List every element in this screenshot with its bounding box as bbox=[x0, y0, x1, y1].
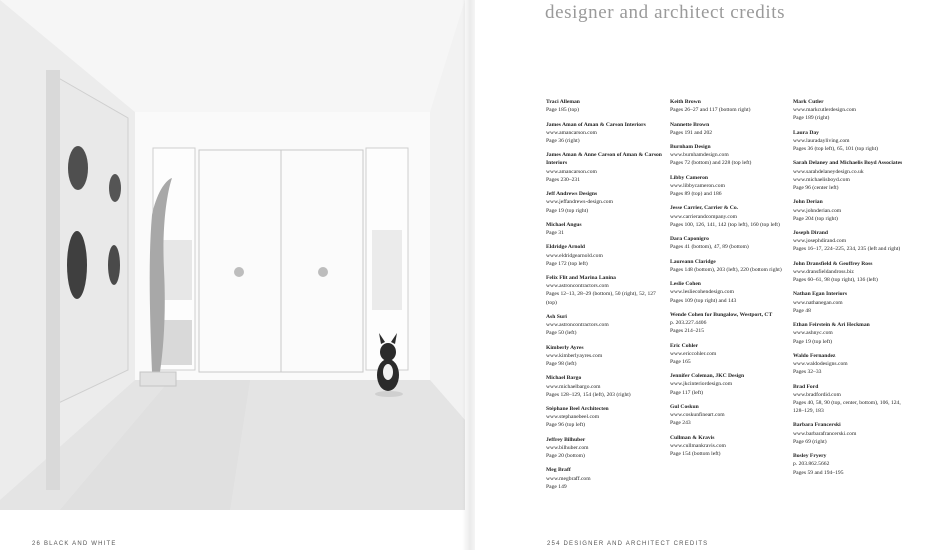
credit-detail: Pages 41 (bottom), 47, 89 (bottom) bbox=[670, 244, 749, 251]
credit-detail: Page 149 bbox=[546, 483, 567, 490]
credit-entry bbox=[546, 274, 664, 307]
credit-name: Eldridge Arnold bbox=[546, 244, 586, 251]
credit-entry bbox=[793, 260, 911, 285]
credit-entry bbox=[793, 421, 911, 446]
credit-website: www.stephanebeel.com bbox=[546, 414, 600, 421]
credit-name: Jennifer Coleman, JKC Design bbox=[670, 373, 745, 380]
credit-entry bbox=[670, 235, 788, 251]
credit-name: John Dransfield & Geoffrey Ross bbox=[793, 260, 873, 267]
credit-name: Laureann Claridge bbox=[670, 258, 716, 265]
credit-website: www.lesliecohendesign.com bbox=[670, 289, 734, 296]
credit-name: Kimberly Ayres bbox=[546, 344, 584, 351]
credit-entry bbox=[670, 98, 788, 114]
credit-name: Sarah Delaney and Michaelis Boyd Associates bbox=[793, 160, 903, 167]
credit-detail: Page 243 bbox=[670, 420, 691, 427]
credit-detail: p. 203.227.4406 bbox=[670, 320, 707, 327]
credit-name: Michael Bargo bbox=[546, 375, 582, 382]
credit-entry bbox=[546, 243, 664, 268]
credit-entry bbox=[793, 321, 911, 346]
credit-website: www.jkcinteriordesign.com bbox=[670, 381, 733, 388]
credit-entry bbox=[546, 405, 664, 430]
credit-website: www.waldodesigns.com bbox=[793, 361, 848, 368]
credit-detail: Pages 100, 126, 141, 142 (top left), 160 (top left) bbox=[670, 221, 780, 228]
right-page-folio: 254 DESIGNER AND ARCHITECT CREDITS bbox=[547, 541, 709, 547]
credit-name: Mark Cutler bbox=[793, 99, 824, 105]
credit-website: www.markcutlerdesign.com bbox=[793, 107, 857, 114]
credit-entry bbox=[546, 121, 664, 146]
credit-entry bbox=[670, 280, 788, 305]
credit-name: John Derian bbox=[793, 199, 823, 206]
credit-entry bbox=[546, 190, 664, 215]
credit-detail: Page 154 (bottom left) bbox=[670, 451, 721, 458]
credit-detail: Pages 109 (top right) and 143 bbox=[670, 297, 737, 304]
page-title: designer and architect credits bbox=[545, 2, 786, 23]
credit-detail: Pages 36 (top left), 65, 101 (top right) bbox=[793, 146, 878, 153]
credit-detail: Page 36 (right) bbox=[546, 137, 580, 144]
left-page-folio: 26 BLACK AND WHITE bbox=[32, 541, 117, 547]
credit-entry bbox=[793, 129, 911, 154]
credit-detail: Page 117 (left) bbox=[670, 389, 704, 396]
credit-entry bbox=[670, 143, 788, 168]
credit-website: www.amancarson.com bbox=[546, 129, 597, 136]
credit-detail: Pages 12–13, 28–29 (bottom), 50 (right), 52, 127 (top) bbox=[546, 291, 656, 306]
credit-name: Felix Flit and Marina Lanina bbox=[546, 275, 616, 282]
credit-website: www.ashnyc.com bbox=[793, 330, 833, 337]
credit-entry bbox=[793, 159, 911, 192]
credit-detail: Page 50 (left) bbox=[546, 330, 577, 337]
credit-detail: Page 48 bbox=[793, 307, 811, 314]
credit-detail: Page 165 bbox=[670, 358, 691, 365]
credit-name: Michael Angus bbox=[546, 221, 582, 228]
credit-website: www.amancarson.com bbox=[546, 168, 597, 175]
credit-name: Wende Cohen for Bungalow, Westport, CT bbox=[670, 311, 773, 318]
credit-website: www.michaelbargo.com bbox=[546, 383, 601, 390]
credits-column-2 bbox=[670, 98, 788, 464]
credit-entry bbox=[546, 151, 664, 184]
credit-website: www.libbycameron.com bbox=[670, 182, 725, 189]
credit-detail: Pages 191 and 202 bbox=[670, 129, 713, 136]
credit-detail: p. 203.862.5662 bbox=[793, 461, 830, 468]
credit-detail: Pages 230–231 bbox=[546, 176, 581, 183]
credit-entry bbox=[546, 436, 664, 461]
credit-website: www.bradfordid.com bbox=[793, 391, 841, 398]
credit-website: www.bilhuber.com bbox=[546, 444, 589, 451]
credit-website: www.johnderian.com bbox=[793, 207, 842, 214]
credit-name: Leslie Cohen bbox=[670, 281, 701, 288]
credit-entry bbox=[670, 121, 788, 137]
credit-name: Ash Suri bbox=[546, 313, 567, 320]
credit-entry bbox=[793, 452, 911, 477]
credit-name: Bosley Fryery bbox=[793, 453, 827, 460]
credit-name: Laura Day bbox=[793, 129, 819, 136]
credit-entry bbox=[793, 383, 911, 416]
credit-entry bbox=[793, 229, 911, 254]
credit-entry bbox=[670, 434, 788, 459]
credit-name: Waldo Fernandez bbox=[793, 352, 836, 359]
credit-name: Burnham Design bbox=[670, 144, 711, 150]
credit-entry bbox=[670, 342, 788, 367]
credit-detail: Page 96 (top left) bbox=[546, 422, 585, 429]
credit-entry bbox=[793, 352, 911, 377]
credit-detail: Pages 128–129, 154 (left), 203 (right) bbox=[546, 391, 631, 398]
credit-detail: Pages 72 (bottom) and 228 (top left) bbox=[670, 160, 752, 167]
credit-website: www.astroncontractors.com bbox=[546, 283, 609, 290]
credit-name: Dara Caponigro bbox=[670, 236, 709, 243]
credit-website: www.megbraff.com bbox=[546, 475, 591, 482]
credit-detail: Page 204 (top right) bbox=[793, 215, 838, 222]
credit-entry bbox=[546, 344, 664, 369]
credit-name: Keith Brown bbox=[670, 99, 701, 105]
credit-name: Joseph Dirand bbox=[793, 230, 828, 237]
credit-detail: Page 19 (top left) bbox=[793, 338, 832, 345]
credit-name: Barbara Francerski bbox=[793, 422, 841, 429]
credit-website: www.coskunfineart.com bbox=[670, 412, 725, 419]
credits-column-1 bbox=[546, 98, 664, 497]
credit-name: Libby Cameron bbox=[670, 174, 708, 181]
credit-detail: Pages 40, 58, 90 (top, center, bottom), 106, 124, 128–129, 183 bbox=[793, 399, 901, 415]
entry-hall-image bbox=[0, 0, 465, 510]
credit-name: Jeff Andrews Designs bbox=[546, 191, 598, 198]
credit-entry bbox=[546, 313, 664, 338]
credit-name: Ethan Feirstein & Ari Heckman bbox=[793, 322, 870, 329]
credit-name: Brad Ford bbox=[793, 383, 819, 390]
credit-detail: Pages 89 (top) and 186 bbox=[670, 191, 722, 198]
credit-name: Stéphane Beel Architecten bbox=[546, 406, 609, 413]
credit-detail: Page 98 (left) bbox=[546, 361, 577, 368]
credit-website: www.eldridgearnold.com bbox=[546, 252, 603, 259]
credit-name: Meg Braff bbox=[546, 467, 571, 474]
credit-website: www.carrierandcompany.com bbox=[670, 213, 737, 220]
credit-detail: Page 172 (top left) bbox=[546, 260, 588, 267]
credit-website: www.michaelisboyd.com bbox=[793, 176, 850, 183]
credit-detail: Pages 26–27 and 117 (bottom right) bbox=[670, 107, 751, 114]
credit-name: Jeffrey Bilhuber bbox=[546, 436, 586, 443]
credit-entry bbox=[546, 374, 664, 399]
credit-website: www.astroncontractors.com bbox=[546, 322, 609, 329]
credit-website: www.lauradayliving.com bbox=[793, 137, 850, 144]
credit-name: James Aman of Aman & Carson Interiors bbox=[546, 121, 646, 128]
credit-website: www.josephdirand.com bbox=[793, 238, 847, 245]
credit-entry bbox=[793, 290, 911, 315]
credit-website: www.ericcohler.com bbox=[670, 350, 717, 357]
credit-detail: Pages 16–17, 224–225, 234, 235 (left and right) bbox=[793, 246, 901, 253]
credit-name: Eric Cohler bbox=[670, 342, 699, 349]
credit-entry bbox=[670, 204, 788, 229]
credit-detail: Page 19 (top right) bbox=[546, 207, 589, 214]
credit-entry bbox=[670, 403, 788, 428]
credit-name: Gul Coskun bbox=[670, 403, 699, 410]
credit-website: www.dransfieldandross.biz bbox=[793, 268, 854, 275]
credit-detail: Pages 214–215 bbox=[670, 328, 705, 335]
credit-entry bbox=[670, 372, 788, 397]
credit-name: James Aman & Anne Carson of Aman & Carson Interiors bbox=[546, 152, 662, 167]
credit-entry bbox=[670, 311, 788, 336]
credit-website: www.sarahdelaneydesign.co.uk bbox=[793, 168, 864, 175]
credit-website: www.barbarafrancerski.com bbox=[793, 430, 857, 437]
credit-detail: Page 20 (bottom) bbox=[546, 453, 585, 460]
credit-detail: Page 96 (center left) bbox=[793, 185, 839, 192]
credit-detail: Page 189 (right) bbox=[793, 115, 830, 122]
credit-entry bbox=[546, 221, 664, 237]
credit-detail: Pages 148 (bottom), 203 (left), 220 (bottom right) bbox=[670, 266, 782, 273]
credit-entry bbox=[546, 466, 664, 491]
credit-detail: Page 185 (top) bbox=[546, 107, 579, 114]
credit-detail: Page 69 (right) bbox=[793, 438, 827, 445]
credit-detail: Pages 60–61, 98 (top right), 136 (left) bbox=[793, 277, 878, 284]
credits-column-3 bbox=[793, 98, 911, 483]
credit-entry bbox=[670, 258, 788, 274]
credit-website: www.nathanegan.com bbox=[793, 299, 843, 306]
credit-name: Nathan Egan Interiors bbox=[793, 291, 848, 298]
credit-website: www.kimberlyayres.com bbox=[546, 352, 603, 359]
credit-entry bbox=[793, 98, 911, 123]
credit-detail: Page 31 bbox=[546, 230, 564, 237]
credit-detail: Pages 59 and 194–195 bbox=[793, 469, 844, 476]
credit-website: www.cullmankravis.com bbox=[670, 442, 726, 449]
credit-name: Jesse Carrier, Carrier & Co. bbox=[670, 205, 739, 212]
credit-website: www.jeffandrews-design.com bbox=[546, 199, 613, 206]
credit-name: Traci Alleman bbox=[546, 99, 580, 105]
credit-website: www.burnhamdesign.com bbox=[670, 152, 729, 159]
credit-entry bbox=[546, 98, 664, 114]
credit-entry bbox=[793, 198, 911, 223]
credit-name: Nannette Brown bbox=[670, 121, 710, 128]
credit-name: Cullman & Kravis bbox=[670, 434, 715, 441]
interior-photograph bbox=[0, 0, 465, 510]
credit-detail: Pages 32–33 bbox=[793, 369, 822, 376]
credit-entry bbox=[670, 174, 788, 199]
